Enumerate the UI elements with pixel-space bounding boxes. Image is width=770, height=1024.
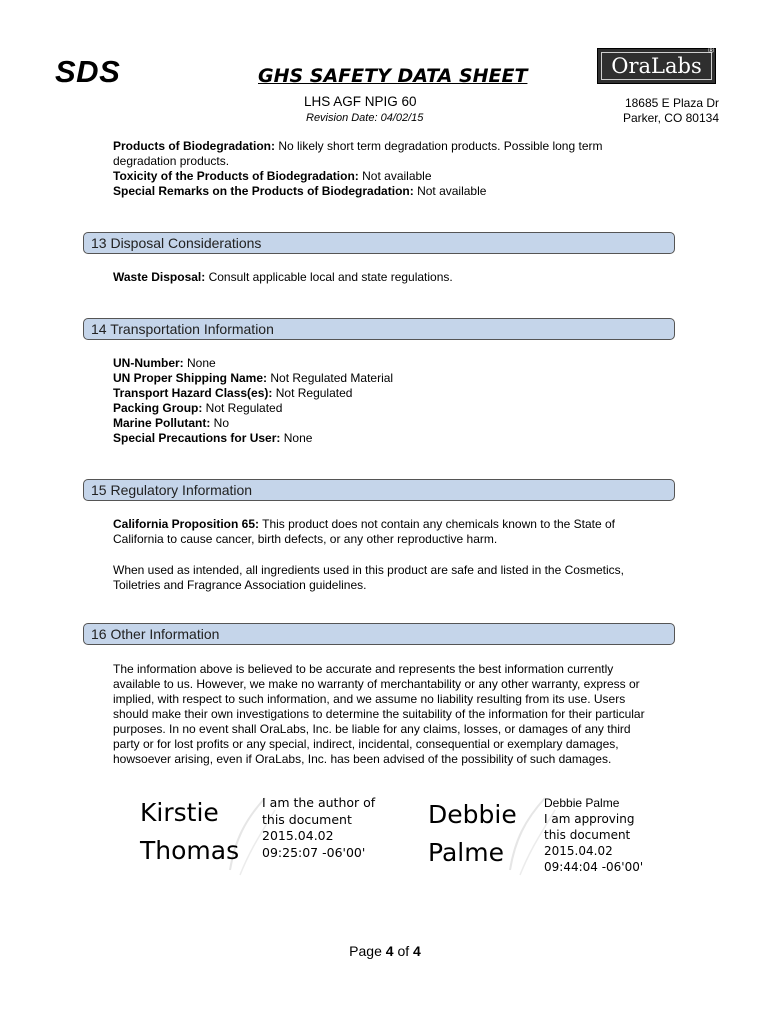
field-value: Not Regulated — [272, 386, 353, 400]
section-13-heading: 13 Disposal Considerations — [83, 232, 675, 254]
toxicity-value: Not available — [358, 169, 432, 183]
ctfa-block — [113, 563, 673, 593]
prop65-value: This product does not contain any chemicals known to the State of — [259, 517, 616, 531]
approver-sign-time: 09:44:04 -06'00' — [544, 860, 644, 874]
disclaimer-line: implied, with respect to such information, and we assume no liability resulting from its use. Users — [113, 692, 626, 706]
disclaimer-line: purposes. In no event shall OraLabs, Inc. be liable for any claims, losses, or damages of any third — [113, 722, 631, 736]
remarks-value: Not available — [413, 184, 487, 198]
author-statement: I am the author of — [262, 795, 376, 810]
field-label: Transport Hazard Class(es): — [113, 386, 273, 400]
author-signature-details — [262, 795, 375, 861]
approver-statement: I am approving — [544, 812, 635, 826]
field-value: Not Regulated Material — [267, 371, 394, 385]
disclaimer-line: should make their own investigations to determine the suitability of the information for their particular — [113, 707, 645, 721]
address-city: Parker, CO 80134 — [622, 111, 719, 125]
prop65-block — [113, 517, 673, 547]
address-street: 18685 E Plaza Dr — [624, 96, 719, 110]
biodegradation-value: No likely short term degradation products. Possible long term — [275, 139, 603, 153]
biodegradation-block — [113, 139, 673, 199]
section-16-heading: 16 Other Information — [83, 623, 675, 645]
approver-last-name: Palme — [428, 838, 504, 867]
page-prefix: Page — [349, 943, 386, 959]
author-last-name: Thomas — [140, 836, 240, 865]
page-number — [0, 943, 770, 959]
biodegradation-value-cont: degradation products. — [113, 154, 230, 168]
author-sign-time: 09:25:07 -06'00' — [262, 844, 366, 860]
logo-text: OraLabs — [601, 52, 712, 80]
field-row — [113, 416, 393, 431]
section-15-heading: 15 Regulatory Information — [83, 479, 675, 501]
disclaimer-paragraph — [113, 662, 693, 767]
author-sign-date: 2015.04.02 — [262, 828, 334, 843]
biodegradation-row — [113, 139, 673, 154]
page-current: 4 — [385, 943, 394, 959]
field-value: No — [210, 416, 230, 430]
remarks-label: Special Remarks on the Products of Biodegradation: — [113, 184, 414, 198]
approver-signature-name — [428, 796, 517, 872]
field-label: UN-Number: — [113, 356, 184, 370]
waste-disposal-value: Consult applicable local and state regulations. — [205, 270, 453, 284]
field-label: Packing Group: — [113, 401, 203, 415]
field-row — [113, 401, 393, 416]
ctfa-line: When used as intended, all ingredients used in this product are safe and listed in the Cosmetics, — [113, 563, 624, 577]
author-statement-cont: this document — [262, 811, 352, 827]
field-label: Marine Pollutant: — [113, 416, 211, 430]
field-value: None — [280, 431, 313, 445]
page-total: 4 — [413, 943, 421, 959]
toxicity-row — [113, 169, 673, 184]
approver-statement-cont: this document — [544, 828, 631, 842]
approver-signature-details — [544, 795, 643, 875]
prop65-value-cont: California to cause cancer, birth defects, or any other reproductive harm. — [113, 532, 498, 546]
disclaimer-line: howsoever arising, even if OraLabs, Inc. has been advised of the possibility of such damages. — [113, 752, 612, 766]
field-row — [113, 356, 393, 371]
disclaimer-line: available to us. However, we make no warranty of merchantability or any other warranty, express or — [113, 677, 640, 691]
revision-date: Revision Date: 04/02/15 — [306, 112, 424, 124]
toxicity-label: Toxicity of the Products of Biodegradation: — [113, 169, 359, 183]
field-label: Special Precautions for User: — [113, 431, 281, 445]
author-signature-name — [140, 794, 239, 870]
section-14-heading: 14 Transportation Information — [83, 318, 675, 340]
prop65-row — [113, 517, 673, 532]
field-row — [113, 386, 393, 401]
field-value: None — [183, 356, 216, 370]
product-name: LHS AGF NPIG 60 — [304, 94, 417, 109]
ctfa-line: Toiletries and Fragrance Association guidelines. — [113, 578, 367, 592]
field-value: Not Regulated — [202, 401, 283, 415]
transport-fields — [113, 356, 393, 446]
field-label: UN Proper Shipping Name: — [113, 371, 268, 385]
waste-disposal-label: Waste Disposal: — [113, 270, 206, 284]
remarks-row — [113, 184, 673, 199]
sds-mark: SDS — [55, 54, 121, 89]
disclaimer-line: The information above is believed to be accurate and represents the best information currently — [113, 662, 614, 676]
document-title: GHS SAFETY DATA SHEET — [258, 65, 528, 87]
page-middle: of — [393, 943, 414, 959]
field-row — [113, 431, 393, 446]
approver-first-name: Debbie — [428, 800, 517, 829]
oralabs-logo — [597, 48, 716, 84]
prop65-label: California Proposition 65: — [113, 517, 260, 531]
field-row — [113, 371, 393, 386]
waste-disposal-row — [113, 270, 453, 285]
registered-mark: ® — [708, 46, 714, 55]
biodegradation-label: Products of Biodegradation: — [113, 139, 275, 153]
approver-full-name: Debbie Palme — [544, 796, 620, 810]
author-first-name: Kirstie — [140, 798, 219, 827]
disclaimer-line: party or for lost profits or any special, indirect, incidental, consequential or exemplary damages, — [113, 737, 619, 751]
approver-sign-date: 2015.04.02 — [544, 844, 613, 858]
